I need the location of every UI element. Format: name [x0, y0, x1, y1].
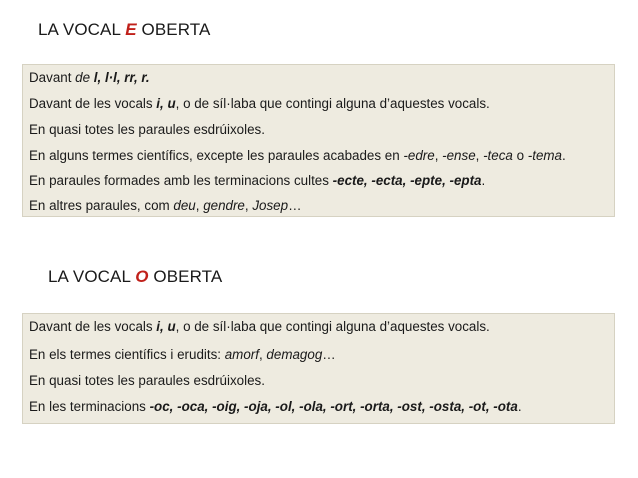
rule-e-6: En altres paraules, com deu, gendre, Josep…	[29, 198, 302, 213]
section-o-title: LA VOCAL O OBERTA	[48, 267, 223, 286]
title-letter-e: E	[125, 20, 137, 39]
rule-e-2: Davant de les vocals i, u, o de síl·laba que contingi alguna d’aquestes vocals.	[29, 96, 490, 111]
rule-o-4: En les terminacions -oc, -oca, -oig, -oja, -ol, -ola, -ort, -orta, -ost, -osta, -ot, -ota.	[29, 399, 522, 414]
rule-e-3: En quasi totes les paraules esdrúixoles.	[29, 122, 265, 137]
rule-o-2: En els termes científics i erudits: amorf, demagog…	[29, 347, 336, 362]
rule-e-5: En paraules formades amb les terminacions cultes -ecte, -ecta, -epte, -epta.	[29, 173, 486, 188]
rule-e-1: Davant de l, l·l, rr, r.	[29, 70, 150, 85]
rule-e-4: En alguns termes científics, excepte les paraules acabades en -edre, -ense, -teca o -tema.	[29, 148, 566, 163]
title-letter-o: O	[135, 267, 149, 286]
section-e-title: LA VOCAL E OBERTA	[38, 20, 211, 39]
rule-o-1: Davant de les vocals i, u, o de síl·laba que contingi alguna d’aquestes vocals.	[29, 319, 490, 334]
rule-o-3: En quasi totes les paraules esdrúixoles.	[29, 373, 265, 388]
section-e-rules-box	[22, 64, 615, 217]
section-o-rules-box	[22, 313, 615, 424]
